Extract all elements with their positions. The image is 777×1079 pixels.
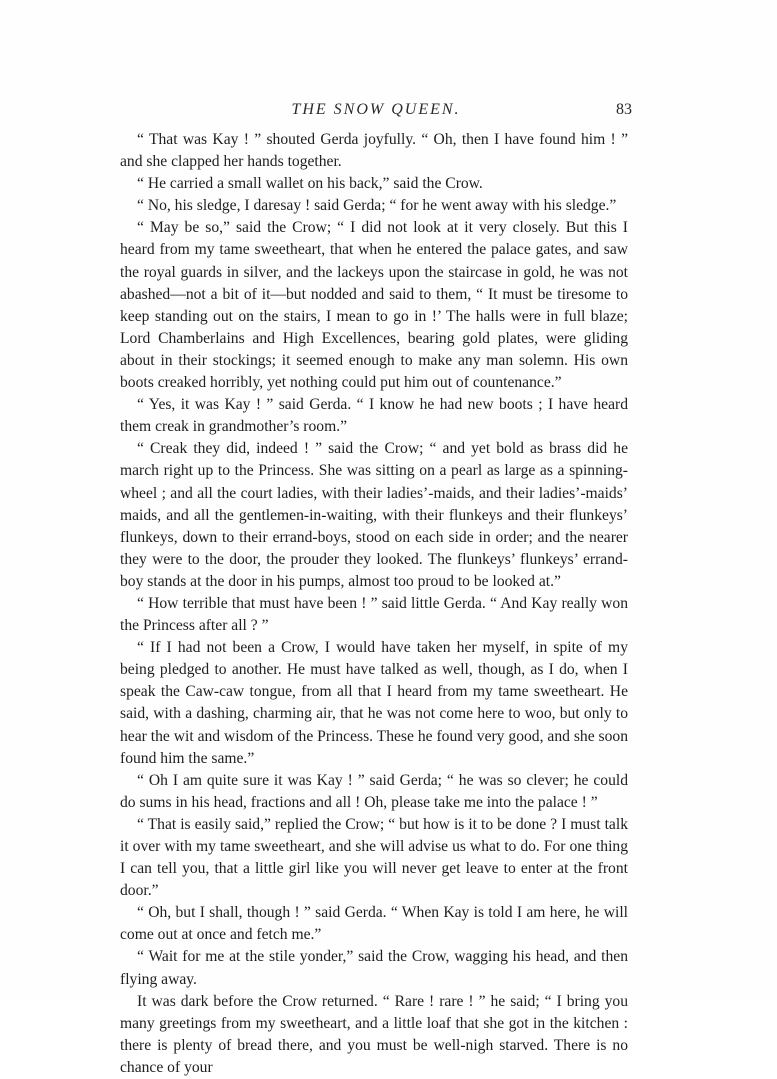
running-title: THE SNOW QUEEN. [291, 101, 461, 118]
paragraph: “ How terrible that must have been ! ” said little Gerda. “ And Kay really won the Princess after all ? ” [120, 594, 628, 635]
paragraph: “ He carried a small wallet on his back,” said the Crow. [137, 175, 483, 193]
paragraph: “ If I had not been a Crow, I would have taken her myself, in spite of my being pledged to another. He must have talked as well, though, as I do, when I speak the Caw-caw tongue, from all that I heard from my tame sweetheart. He said, with a dashing, charming air, that he was not come here to woo, but only to hear the wit and wisdom of the Princess. These he found very good, and she soon found him the same.” [120, 639, 628, 767]
running-head [120, 101, 632, 123]
page-number: 83 [616, 101, 632, 118]
paragraph: “ Yes, it was Kay ! ” said Gerda. “ I know he had new boots ; I have heard them creak in grandmother’s room.” [120, 396, 628, 436]
body-text [120, 129, 628, 1079]
paragraph: “ That is easily said,” replied the Crow; “ but how is it to be done ? I must talk it over with my tame sweetheart, and she will advise us what to do. For one thing I can tell you, that a little girl like you will never get leave to enter at the front door.” [120, 815, 628, 900]
paragraph: “ That was Kay ! ” shouted Gerda joyfully. “ Oh, then I have found him ! ” and she clapped her hands together. [120, 131, 628, 171]
paragraph: It was dark before the Crow returned. “ Rare ! rare ! ” he said; “ I bring you many greetings from my sweetheart, and a little loaf that she got in the kitchen : there is plenty of bread there, and you must be well-nigh starved. There is no chance of your [120, 992, 628, 1076]
paragraph: “ Creak they did, indeed ! ” said the Crow; “ and yet bold as brass did he march right up to the Princess. She was sitting on a pearl as large as a spinning-wheel ; and all the court ladies, with their ladies’-maids, and their ladies’-maids’ maids, and all the gentlemen-in-waiting, with their flunkeys and their flunkeys’ flunkeys, down to their errand-boys, stood on each side in order; and the nearer they were to the door, the prouder they looked. The flunkeys’ flunkeys’ errand-boy stands at the door in his pumps, almost too proud to be looked at.” [120, 440, 628, 590]
paragraph: “ Oh, but I shall, though ! ” said Gerda. “ When Kay is told I am here, he will come out at once and fetch me.” [120, 904, 628, 944]
paragraph: “ Wait for me at the stile yonder,” said the Crow, wagging his head, and then flying away. [120, 948, 628, 988]
paragraph: “ No, his sledge, I daresay ! said Gerda; “ for he went away with his sledge.” [137, 197, 617, 215]
paragraph: “ Oh I am quite sure it was Kay ! ” said Gerda; “ he was so clever; he could do sums in his head, fractions and all ! Oh, please take me into the palace ! ” [120, 771, 628, 811]
paragraph: “ May be so,” said the Crow; “ I did not look at it very closely. But this I heard from my tame sweetheart, that when he entered the palace gates, and saw the royal guards in silver, and the lackeys upon the staircase in gold, he was not abashed—not a bit of it—but nodded and said to them, “ It must be tiresome to keep standing out on the stairs, I mean to go in !’ The halls were in full blaze; Lord Chamberlains and High Excellences, bearing gold plates, were gliding about in their stockings; it seemed enough to make any man solemn. His own boots creaked horribly, yet nothing could put him out of countenance.” [120, 219, 628, 392]
